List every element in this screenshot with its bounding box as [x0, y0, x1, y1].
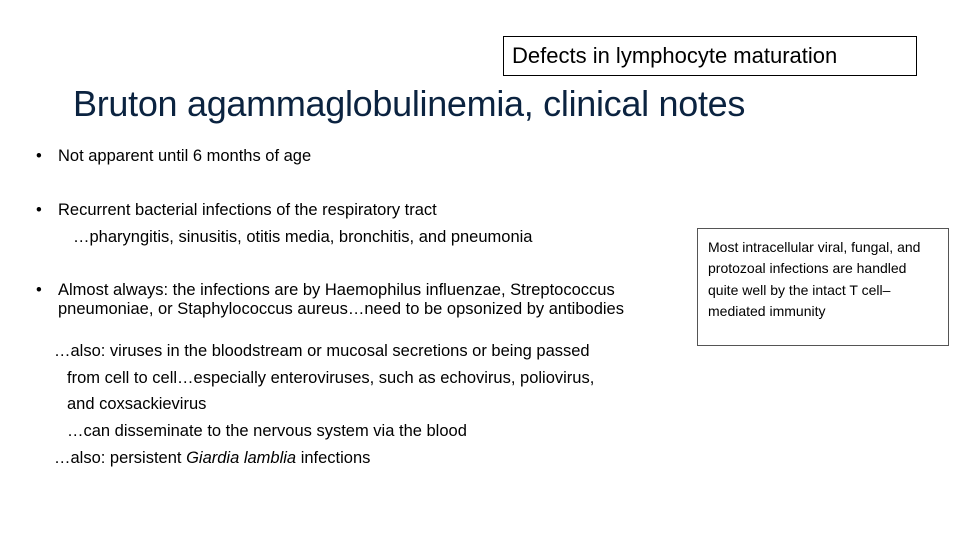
bullet-item-infections: [36, 201, 676, 220]
topic-label: Defects in lymphocyte maturation: [512, 43, 838, 68]
bullet-dot: •: [36, 147, 42, 165]
giardia-suffix: infections: [296, 449, 371, 467]
side-note-box: [697, 228, 949, 346]
bullet-item-pathogens: [36, 281, 691, 319]
side-note-text: Most intracellular viral, fungal, and protozoal infections are handled quite well by the intact T cell–mediated immunity: [708, 239, 921, 319]
bullet-dot: •: [36, 201, 42, 219]
bullet-text: Not apparent until 6 months of age: [58, 147, 312, 165]
bullet-text: Almost always: the infections are by Haemophilus influenzae, Streptococcus pneumoniae, or Staphylococcus aureus…need to be opsonized by antibodies: [58, 281, 624, 318]
bullet-dot: •: [36, 281, 42, 299]
bullet-text: Recurrent bacterial infections of the respiratory tract: [58, 201, 437, 219]
sub-line-coxsackie: and coxsackievirus: [67, 395, 207, 413]
sub-line-giardia: [54, 445, 370, 471]
slide-title: Bruton agammaglobulinemia, clinical notes: [73, 83, 746, 124]
giardia-name: Giardia lamblia: [186, 449, 297, 467]
giardia-prefix: …also: persistent: [54, 449, 187, 467]
sub-line-viruses: …also: viruses in the bloodstream or mucosal secretions or being passed: [54, 342, 590, 360]
sub-line-nervous: …can disseminate to the nervous system via the blood: [67, 422, 467, 440]
bullet-item-onset: [36, 147, 676, 166]
sub-line-enteroviruses: from cell to cell…especially enteroviruses, such as echovirus, poliovirus,: [67, 369, 595, 387]
sub-line-respiratory: …pharyngitis, sinusitis, otitis media, bronchitis, and pneumonia: [73, 228, 533, 246]
topic-label-box: [503, 36, 917, 76]
